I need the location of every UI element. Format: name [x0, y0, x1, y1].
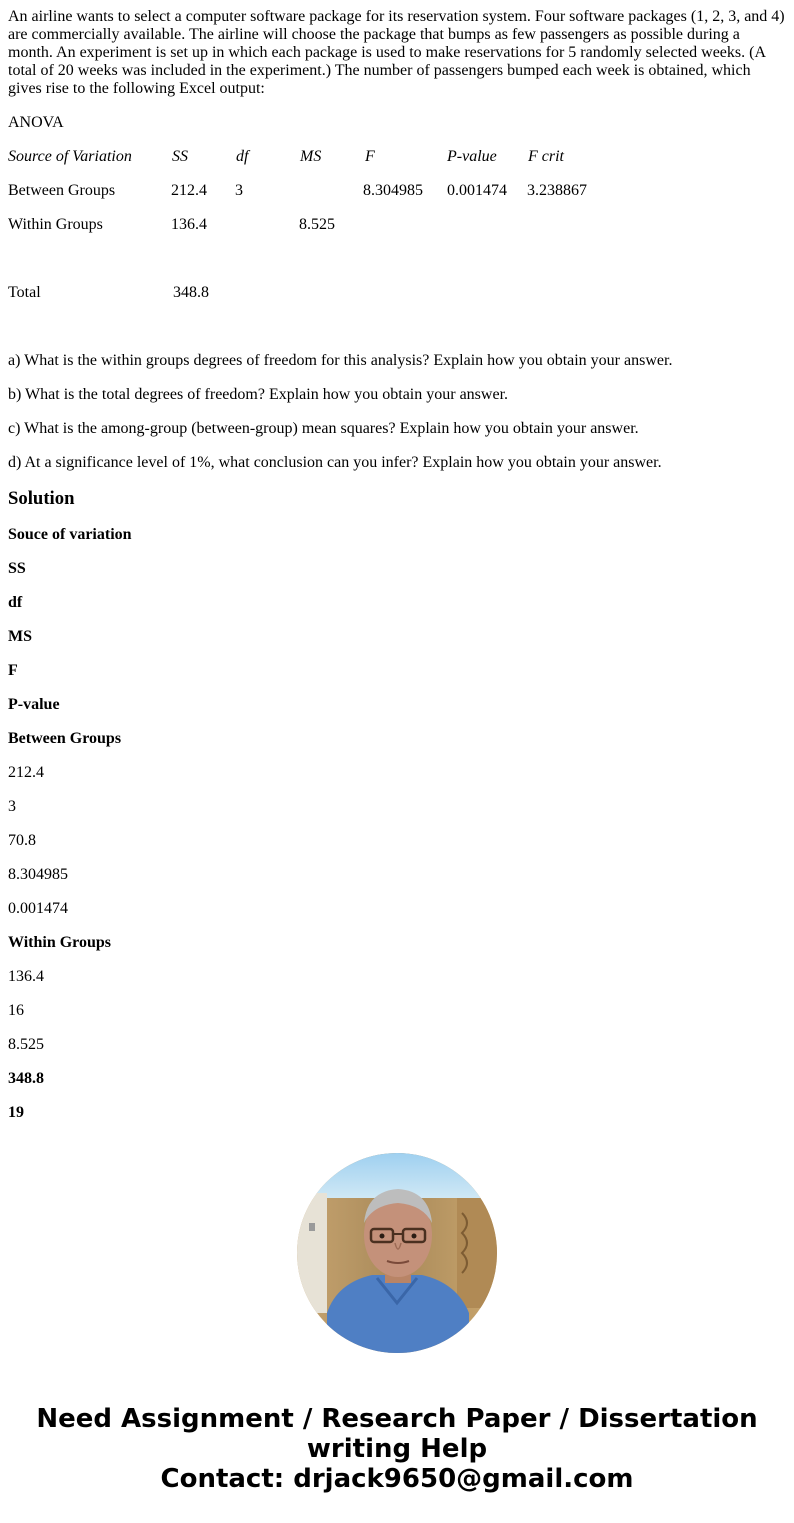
avatar [297, 1153, 497, 1353]
solution-item: 16 [8, 1002, 24, 1019]
anova-row-total [8, 284, 786, 302]
table-spacer [8, 250, 786, 268]
solution-heading: Solution [8, 488, 75, 509]
document-body [8, 8, 786, 1138]
header-fcrit: F crit [528, 148, 564, 165]
solution-item: 19 [8, 1104, 24, 1121]
solution-item: F [8, 662, 18, 679]
anova-row-between [8, 182, 786, 200]
solution-item: Between Groups [8, 730, 122, 747]
contact-banner [0, 1404, 794, 1494]
solution-item: 212.4 [8, 764, 44, 781]
header-f: F [365, 148, 375, 165]
solution-item: 3 [8, 798, 16, 815]
cell-ms: 8.525 [299, 216, 335, 233]
question-part-b: b) What is the total degrees of freedom? Explain how you obtain your answer. [8, 386, 509, 403]
solution-item: 70.8 [8, 832, 36, 849]
cell-ss: 136.4 [171, 216, 207, 233]
solution-item: 0.001474 [8, 900, 68, 917]
anova-header-row [8, 148, 786, 166]
header-source: Source of Variation [8, 148, 132, 165]
question-part-d: d) At a significance level of 1%, what conclusion can you infer? Explain how you obtain your answer. [8, 454, 662, 471]
cell-fcrit: 3.238867 [527, 182, 587, 199]
solution-item: Within Groups [8, 934, 112, 951]
solution-item: 136.4 [8, 968, 44, 985]
header-pvalue: P-value [447, 148, 497, 165]
anova-row-within [8, 216, 786, 234]
anova-label: ANOVA [8, 114, 64, 131]
table-spacer [8, 318, 786, 336]
question-part-c: c) What is the among-group (between-group) mean squares? Explain how you obtain your answer. [8, 420, 639, 437]
solution-item: SS [8, 560, 26, 577]
solution-item: P-value [8, 696, 60, 713]
cell-pvalue: 0.001474 [447, 182, 507, 199]
solution-item: Souce of variation [8, 526, 132, 543]
banner-line-1: Need Assignment / Research Paper / Dissertation [36, 1404, 758, 1434]
cell-source: Between Groups [8, 182, 116, 199]
cell-ss: 212.4 [171, 182, 207, 199]
question-part-a: a) What is the within groups degrees of freedom for this analysis? Explain how you obtain your answer. [8, 352, 673, 369]
cell-df: 3 [235, 182, 243, 199]
cell-source: Total [8, 284, 41, 301]
cell-source: Within Groups [8, 216, 103, 233]
cell-ss: 348.8 [173, 284, 209, 301]
solution-item: 348.8 [8, 1070, 44, 1087]
banner-line-2: writing Help [306, 1434, 488, 1464]
question-intro: An airline wants to select a computer software package for its reservation system. Four software packages (1, 2, 3, and 4) are commercially available. The airline will choose the package that bumps as few passengers as possible during a month. An experiment is set up in which each package is used to make reservations for 5 randomly selected weeks. (A total of 20 weeks was included in the experiment.) The number of passengers bumped each week is obtained, which gives rise to the following Excel output: [8, 8, 785, 97]
banner-contact: Contact: drjack9650@gmail.com [160, 1464, 634, 1494]
solution-item: 8.525 [8, 1036, 44, 1053]
cell-f: 8.304985 [363, 182, 423, 199]
header-ss: SS [172, 148, 188, 165]
solution-item: MS [8, 628, 32, 645]
header-df: df [236, 148, 249, 165]
solution-item: 8.304985 [8, 866, 68, 883]
solution-item: df [8, 594, 23, 611]
author-photo [297, 1153, 497, 1353]
header-ms: MS [300, 148, 322, 165]
solution-list [8, 526, 786, 1122]
